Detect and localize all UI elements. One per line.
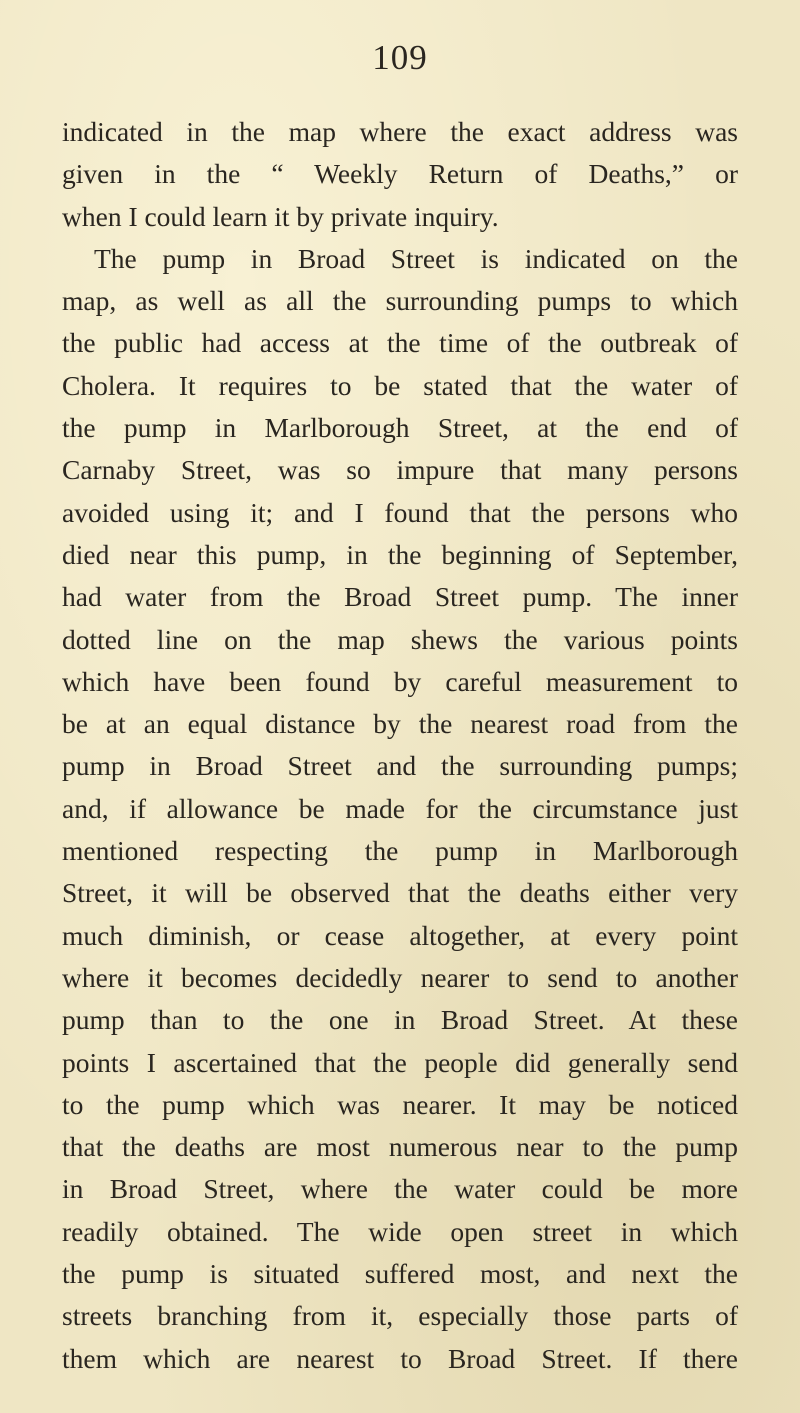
- text-line: given in the “ Weekly Return of Deaths,” or: [62, 158, 738, 190]
- text-line: pump than to the one in Broad Street. At these: [62, 1004, 738, 1036]
- text-line: Carnaby Street, was so impure that many persons: [62, 454, 738, 486]
- text-line: indicated in the map where the exact address was: [62, 116, 738, 147]
- text-line: in Broad Street, where the water could be more: [62, 1173, 738, 1205]
- text-line: streets branching from it, especially those parts of: [62, 1300, 738, 1332]
- body-text: [62, 111, 738, 1380]
- text-line: the pump in Marlborough Street, at the end of: [62, 412, 738, 444]
- text-line: when I could learn it by private inquiry.: [62, 200, 499, 232]
- text-line: much diminish, or cease altogether, at every point: [62, 919, 738, 951]
- text-line: where it becomes decidedly nearer to send to another: [62, 961, 738, 993]
- text-line: that the deaths are most numerous near to the pump: [62, 1131, 738, 1163]
- text-line: mentioned respecting the pump in Marlborough: [62, 835, 738, 867]
- paragraph-start-line: The pump in Broad Street is indicated on the: [94, 242, 738, 274]
- text-line: avoided using it; and I found that the persons who: [62, 496, 738, 528]
- text-line: Street, it will be observed that the deaths either very: [62, 877, 738, 909]
- page-number: 109: [372, 38, 428, 77]
- text-line: and, if allowance be made for the circumstance just: [62, 792, 738, 824]
- text-line: pump in Broad Street and the surrounding pumps;: [62, 750, 738, 782]
- text-line: Cholera. It requires to be stated that the water of: [62, 369, 738, 401]
- text-line: readily obtained. The wide open street in which: [62, 1215, 738, 1247]
- text-line: map, as well as all the surrounding pumps to which: [62, 285, 738, 317]
- text-line: the pump is situated suffered most, and next the: [62, 1258, 738, 1290]
- text-line: the public had access at the time of the outbreak of: [62, 327, 738, 359]
- text-line: points I ascertained that the people did generally send: [62, 1046, 738, 1078]
- text-line: to the pump which was nearer. It may be noticed: [62, 1088, 738, 1120]
- text-line: them which are nearest to Broad Street. If there: [62, 1342, 738, 1374]
- text-line: dotted line on the map shews the various points: [62, 623, 738, 655]
- text-line: had water from the Broad Street pump. The inner: [62, 581, 738, 613]
- text-line: be at an equal distance by the nearest road from the: [62, 708, 738, 740]
- text-line: which have been found by careful measurement to: [62, 665, 738, 697]
- text-line: died near this pump, in the beginning of September,: [62, 538, 738, 570]
